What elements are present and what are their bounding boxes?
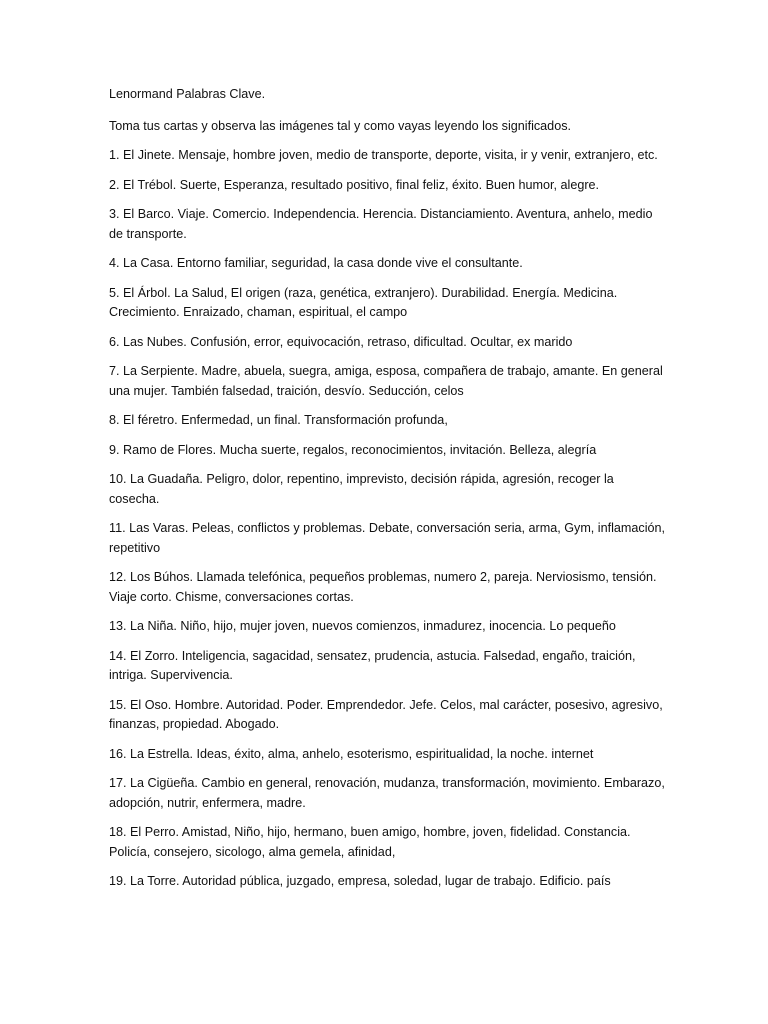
entry-9-ramo-de-flores: 9. Ramo de Flores. Mucha suerte, regalos, reconocimientos, invitación. Belleza, alegría	[109, 442, 597, 457]
intro-paragraph: Toma tus cartas y observa las imágenes tal y como vayas leyendo los significados.	[109, 118, 571, 133]
entry-17-ciguena: 17. La Cigüeña. Cambio en general, renovación, mudanza, transformación, movimiento. Embarazo, adopción, nutrir, enfermera, madre.	[109, 776, 665, 810]
entry-2-trebol: 2. El Trébol. Suerte, Esperanza, resultado positivo, final feliz, éxito. Buen humor, alegre.	[109, 177, 600, 192]
entry-5-arbol: 5. El Árbol. La Salud, El origen (raza, genética, extranjero). Durabilidad. Energía. Medicina. Crecimiento. Enraizado, chaman, espiritual, el campo	[109, 285, 618, 319]
entry-10-guadana: 10. La Guadaña. Peligro, dolor, repentino, imprevisto, decisión rápida, agresión, recoger la cosecha.	[109, 472, 614, 506]
entry-19-torre: 19. La Torre. Autoridad pública, juzgado, empresa, soledad, lugar de trabajo. Edificio. país	[109, 874, 611, 888]
entry-13-nina: 13. La Niña. Niño, hijo, mujer joven, nuevos comienzos, inmadurez, inocencia. Lo pequeño	[109, 619, 616, 633]
entry-11-varas: 11. Las Varas. Peleas, conflictos y problemas. Debate, conversación seria, arma, Gym, inflamación, repetitivo	[109, 521, 666, 555]
document-body	[109, 85, 665, 902]
entry-8-feretro: 8. El féretro. Enfermedad, un final. Transformación profunda,	[109, 413, 448, 427]
entry-15-oso: 15. El Oso. Hombre. Autoridad. Poder. Emprendedor. Jefe. Celos, mal carácter, posesivo, agresivo, finanzas, propiedad. Abogado.	[109, 697, 663, 731]
entry-1-jinete: 1. El Jinete. Mensaje, hombre joven, medio de transporte, deporte, visita, ir y venir, extranjero, etc.	[109, 148, 658, 162]
entry-6-nubes: 6. Las Nubes. Confusión, error, equivocación, retraso, dificultad. Ocultar, ex marido	[109, 334, 573, 349]
entry-7-serpiente: 7. La Serpiente. Madre, abuela, suegra, amiga, esposa, compañera de trabajo, amante. En general una mujer. También falsedad, traición, desvío. Seducción, celos	[109, 364, 663, 398]
entry-14-zorro: 14. El Zorro. Inteligencia, sagacidad, sensatez, prudencia, astucia. Falsedad, engaño, traición, intriga. Supervivencia.	[109, 648, 636, 682]
entry-12-buhos: 12. Los Búhos. Llamada telefónica, pequeños problemas, numero 2, pareja. Nerviosismo, tensión. Viaje corto. Chisme, conversaciones cortas.	[109, 570, 657, 604]
document-title: Lenormand Palabras Clave.	[109, 87, 266, 101]
entry-16-estrella: 16. La Estrella. Ideas, éxito, alma, anhelo, esoterismo, espiritualidad, la noche. internet	[109, 746, 594, 761]
entry-18-perro: 18. El Perro. Amistad, Niño, hijo, hermano, buen amigo, hombre, joven, fidelidad. Constancia. Policía, consejero, sicologo, alma gemela, afinidad,	[109, 825, 631, 859]
entry-3-barco: 3. El Barco. Viaje. Comercio. Independencia. Herencia. Distanciamiento. Aventura, anhelo, medio de transporte.	[109, 207, 653, 241]
entry-4-casa: 4. La Casa. Entorno familiar, seguridad, la casa donde vive el consultante.	[109, 256, 523, 270]
